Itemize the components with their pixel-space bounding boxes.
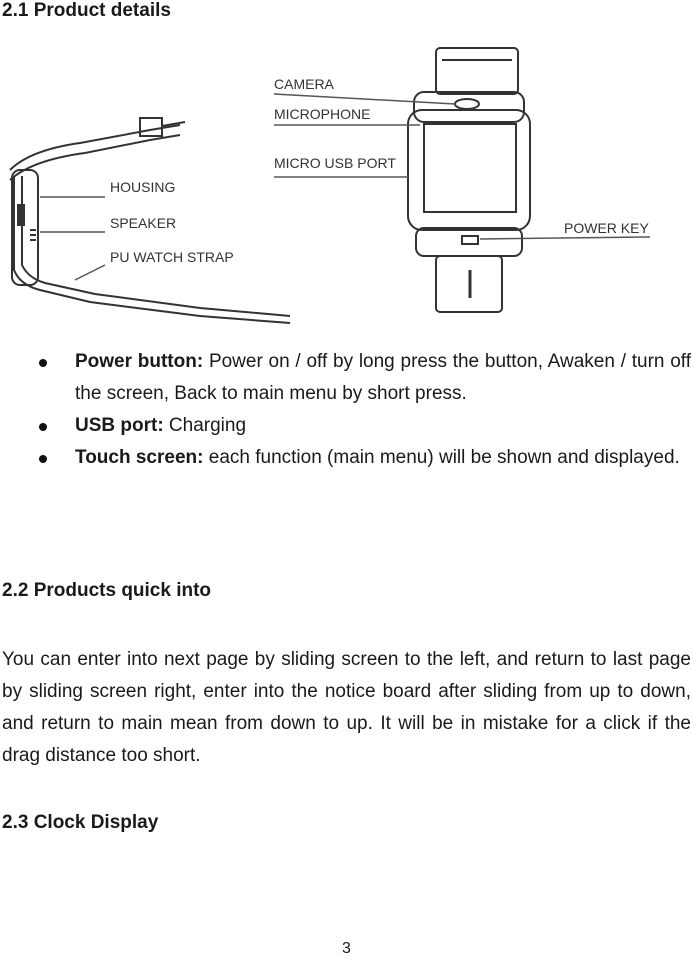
side-labels	[40, 179, 234, 280]
body-paragraph: You can enter into next page by sliding screen to the left, and return to last page by sliding screen right, enter into the notice board after sliding from up to down, and return to main mean from down to up. It will be in mistake for a click if the drag distance too short.	[2, 649, 691, 766]
bullet-icon	[39, 455, 47, 463]
list-item	[0, 346, 693, 410]
bullet-icon	[39, 359, 47, 367]
label-speaker: SPEAKER	[110, 215, 177, 231]
section-heading-clock-display: 2.3 Clock Display	[2, 812, 159, 833]
label-microphone: MICROPHONE	[274, 106, 371, 122]
section-heading-product-details: 2.1 Product details	[2, 0, 171, 21]
bullet-term: USB port:	[75, 415, 164, 436]
bullet-text: Charging	[163, 415, 247, 436]
list-item	[0, 442, 693, 474]
bullet-term: Touch screen:	[75, 447, 204, 468]
page-number: 3	[342, 940, 351, 957]
watch-front-view	[408, 48, 530, 312]
label-pu-watch-strap: PU WATCH STRAP	[110, 249, 234, 265]
bullet-term: Power button:	[75, 351, 204, 372]
section-heading-products-quick-into: 2.2 Products quick into	[2, 580, 212, 601]
label-housing: HOUSING	[110, 179, 176, 195]
bullet-icon	[39, 423, 47, 431]
label-micro-usb-port: MICRO USB PORT	[274, 155, 396, 171]
list-item	[0, 410, 693, 442]
label-power-key: POWER KEY	[564, 220, 649, 236]
product-diagram	[0, 40, 693, 330]
bullet-text: each function (main menu) will be shown and displayed.	[203, 447, 680, 468]
feature-list	[0, 346, 693, 474]
label-camera: CAMERA	[274, 76, 334, 92]
bullet-text: Power on / off by long press the button, Awaken / turn off the screen, Back to main menu by short press.	[75, 351, 691, 404]
